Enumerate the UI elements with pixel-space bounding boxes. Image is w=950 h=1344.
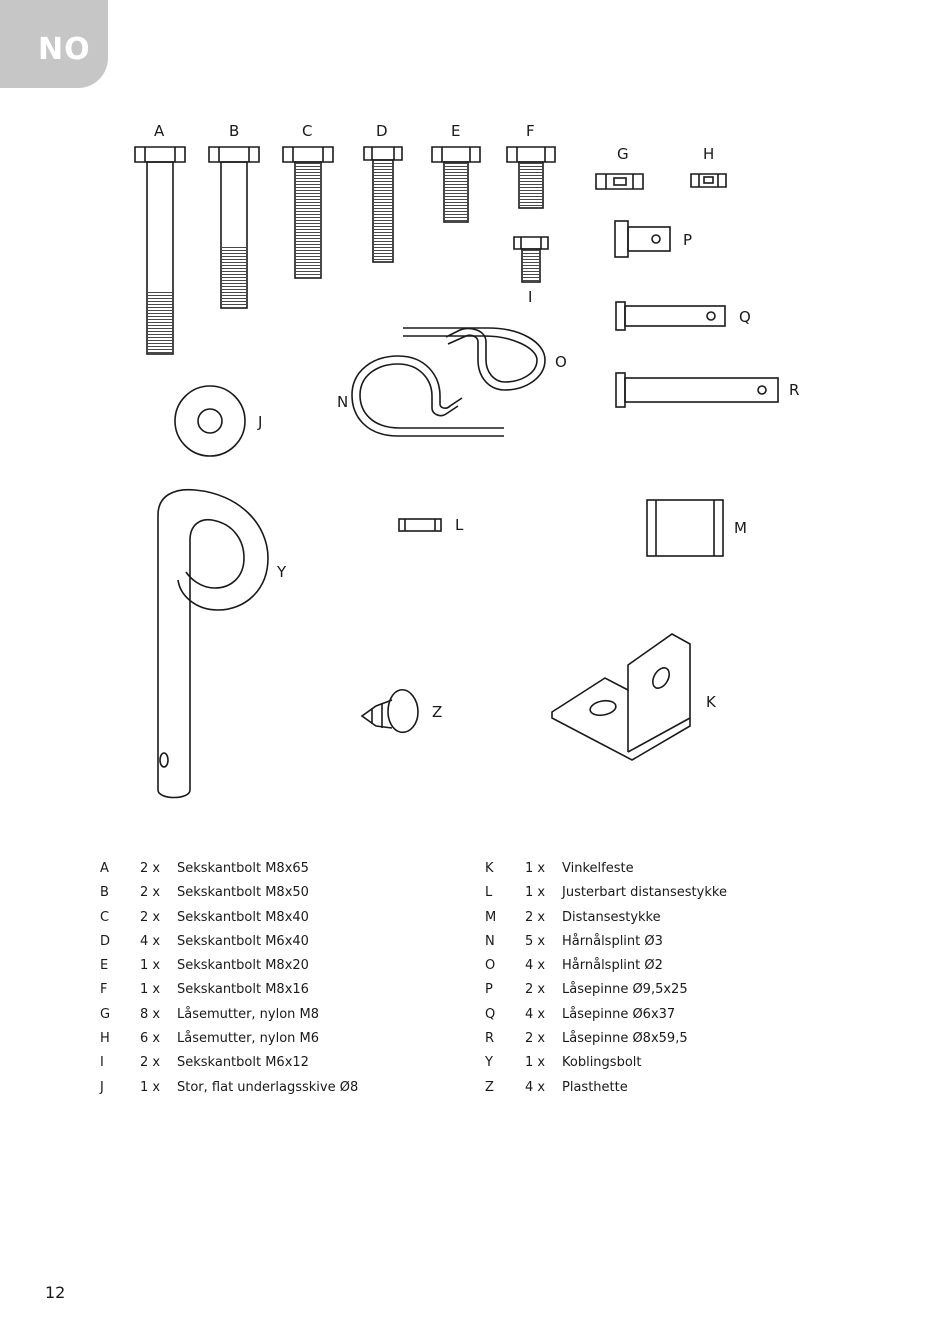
label-m: M xyxy=(734,519,747,537)
part-description: Låsepinne Ø6x37 xyxy=(562,1006,676,1022)
part-description: Låsepinne Ø9,5x25 xyxy=(562,982,688,998)
label-c: C xyxy=(302,122,313,140)
parts-list-row xyxy=(100,1076,460,1100)
part-description: Låsemutter, nylon M6 xyxy=(177,1031,320,1047)
part-description: Sekskantbolt M8x50 xyxy=(177,885,309,901)
part-quantity: 2 x xyxy=(140,909,161,925)
label-i: I xyxy=(528,288,533,306)
part-letter: D xyxy=(100,933,111,949)
parts-list-row xyxy=(485,1076,865,1100)
label-q: Q xyxy=(739,308,751,326)
part-quantity: 6 x xyxy=(140,1031,161,1047)
angle-bracket-k-icon xyxy=(552,634,690,760)
page-number: 12 xyxy=(45,1283,66,1302)
part-quantity: 4 x xyxy=(525,958,546,974)
label-g: G xyxy=(617,145,629,163)
parts-list-row xyxy=(485,1003,865,1027)
part-description: Distansestykke xyxy=(562,909,661,925)
part-quantity: 1 x xyxy=(140,982,161,998)
bolt-e-icon xyxy=(432,147,480,222)
part-letter: J xyxy=(100,1079,104,1095)
part-description: Sekskantbolt M6x40 xyxy=(177,933,309,949)
part-description: Låsemutter, nylon M8 xyxy=(177,1006,320,1022)
part-letter: K xyxy=(485,861,494,876)
part-letter: I xyxy=(100,1055,104,1071)
part-letter: B xyxy=(100,885,109,901)
part-quantity: 2 x xyxy=(140,885,161,901)
bolt-d-icon xyxy=(364,147,402,262)
language-label: NO xyxy=(38,32,91,67)
pin-r-icon xyxy=(616,373,778,407)
part-letter: R xyxy=(485,1031,495,1047)
part-quantity: 8 x xyxy=(140,1006,161,1022)
label-z: Z xyxy=(432,703,443,721)
part-description: Sekskantbolt M6x12 xyxy=(177,1055,309,1071)
part-letter: E xyxy=(100,958,109,974)
part-description: Vinkelfeste xyxy=(562,861,634,876)
hairpin-n-icon xyxy=(352,356,504,436)
part-description: Stor, flat underlagsskive Ø8 xyxy=(177,1079,359,1095)
parts-list-row xyxy=(485,1051,865,1075)
label-a: A xyxy=(154,122,165,140)
label-d: D xyxy=(376,122,388,140)
pin-p-icon xyxy=(615,221,670,257)
part-quantity: 1 x xyxy=(525,1055,546,1071)
label-y: Y xyxy=(277,563,287,581)
bolt-i-icon xyxy=(514,237,548,282)
bolt-b-icon xyxy=(209,147,259,308)
part-quantity: 1 x xyxy=(140,958,161,974)
label-n: N xyxy=(337,393,349,411)
part-letter: H xyxy=(100,1031,110,1047)
part-quantity: 2 x xyxy=(525,982,546,998)
part-letter: P xyxy=(485,982,493,998)
part-quantity: 5 x xyxy=(525,933,546,949)
parts-list-row xyxy=(100,1027,460,1051)
part-letter: N xyxy=(485,933,495,949)
part-letter: G xyxy=(100,1006,111,1022)
part-letter: C xyxy=(100,909,110,925)
part-letter: Y xyxy=(485,1055,493,1071)
part-description: Sekskantbolt M8x20 xyxy=(177,958,309,974)
label-r: R xyxy=(789,381,800,399)
washer-j-icon xyxy=(175,386,245,456)
hairpin-o-icon xyxy=(403,328,545,390)
part-letter: F xyxy=(100,982,108,998)
parts-list-row xyxy=(100,906,460,930)
part-description: Låsepinne Ø8x59,5 xyxy=(562,1031,688,1047)
part-quantity: 4 x xyxy=(525,1006,546,1022)
part-quantity: 1 x xyxy=(525,885,546,901)
part-description: Hårnålsplint Ø3 xyxy=(562,933,663,949)
part-description: Hårnålsplint Ø2 xyxy=(562,958,663,974)
pin-q-icon xyxy=(616,302,725,330)
part-quantity: 1 x xyxy=(525,861,546,876)
part-description: Justerbart distansestykke xyxy=(562,885,727,901)
part-description: Sekskantbolt M8x40 xyxy=(177,909,309,925)
parts-list-row xyxy=(485,954,865,978)
part-quantity: 4 x xyxy=(525,1079,546,1095)
label-k: K xyxy=(706,693,716,711)
parts-list-row xyxy=(100,1003,460,1027)
nut-g-icon xyxy=(596,174,643,189)
part-quantity: 2 x xyxy=(525,909,546,925)
parts-list-row xyxy=(100,881,460,905)
part-letter: A xyxy=(100,861,109,876)
part-letter: M xyxy=(485,909,497,925)
part-letter: L xyxy=(485,885,493,901)
nut-h-icon xyxy=(691,174,726,187)
part-quantity: 2 x xyxy=(140,1055,161,1071)
part-letter: Z xyxy=(485,1079,494,1095)
parts-list-row xyxy=(485,978,865,1002)
label-j: J xyxy=(258,413,263,431)
part-letter: Q xyxy=(485,1006,496,1022)
parts-list-row xyxy=(485,930,865,954)
part-description: Sekskantbolt M8x16 xyxy=(177,982,309,998)
bolt-a-icon xyxy=(135,147,185,354)
part-quantity: 4 x xyxy=(140,933,161,949)
parts-list-row xyxy=(100,954,460,978)
parts-list-row xyxy=(485,857,865,881)
parts-list-left xyxy=(100,857,460,1100)
bolt-f-icon xyxy=(507,147,555,208)
parts-list-row xyxy=(485,906,865,930)
parts-list-row xyxy=(485,881,865,905)
label-b: B xyxy=(229,122,240,140)
part-description: Koblingsbolt xyxy=(562,1055,642,1071)
spacer-l-icon xyxy=(399,519,441,531)
part-description: Sekskantbolt M8x65 xyxy=(177,861,309,876)
part-quantity: 2 x xyxy=(140,861,161,876)
part-quantity: 2 x xyxy=(525,1031,546,1047)
label-e: E xyxy=(451,122,461,140)
bolt-c-icon xyxy=(283,147,333,278)
parts-list-row xyxy=(100,857,460,881)
label-o: O xyxy=(555,353,567,371)
parts-list-row xyxy=(100,978,460,1002)
label-l: L xyxy=(455,516,464,534)
label-h: H xyxy=(703,145,715,163)
label-p: P xyxy=(683,231,693,249)
part-description: Plasthette xyxy=(562,1079,628,1095)
parts-list-right xyxy=(485,857,865,1100)
part-letter: O xyxy=(485,958,496,974)
label-f: F xyxy=(526,122,535,140)
part-quantity: 1 x xyxy=(140,1079,161,1095)
spacer-m-icon xyxy=(647,500,723,556)
parts-list-row xyxy=(485,1027,865,1051)
plastic-cap-z-icon xyxy=(362,690,418,732)
coupling-bolt-y-icon xyxy=(158,490,268,798)
parts-list-row xyxy=(100,930,460,954)
parts-list-row xyxy=(100,1051,460,1075)
